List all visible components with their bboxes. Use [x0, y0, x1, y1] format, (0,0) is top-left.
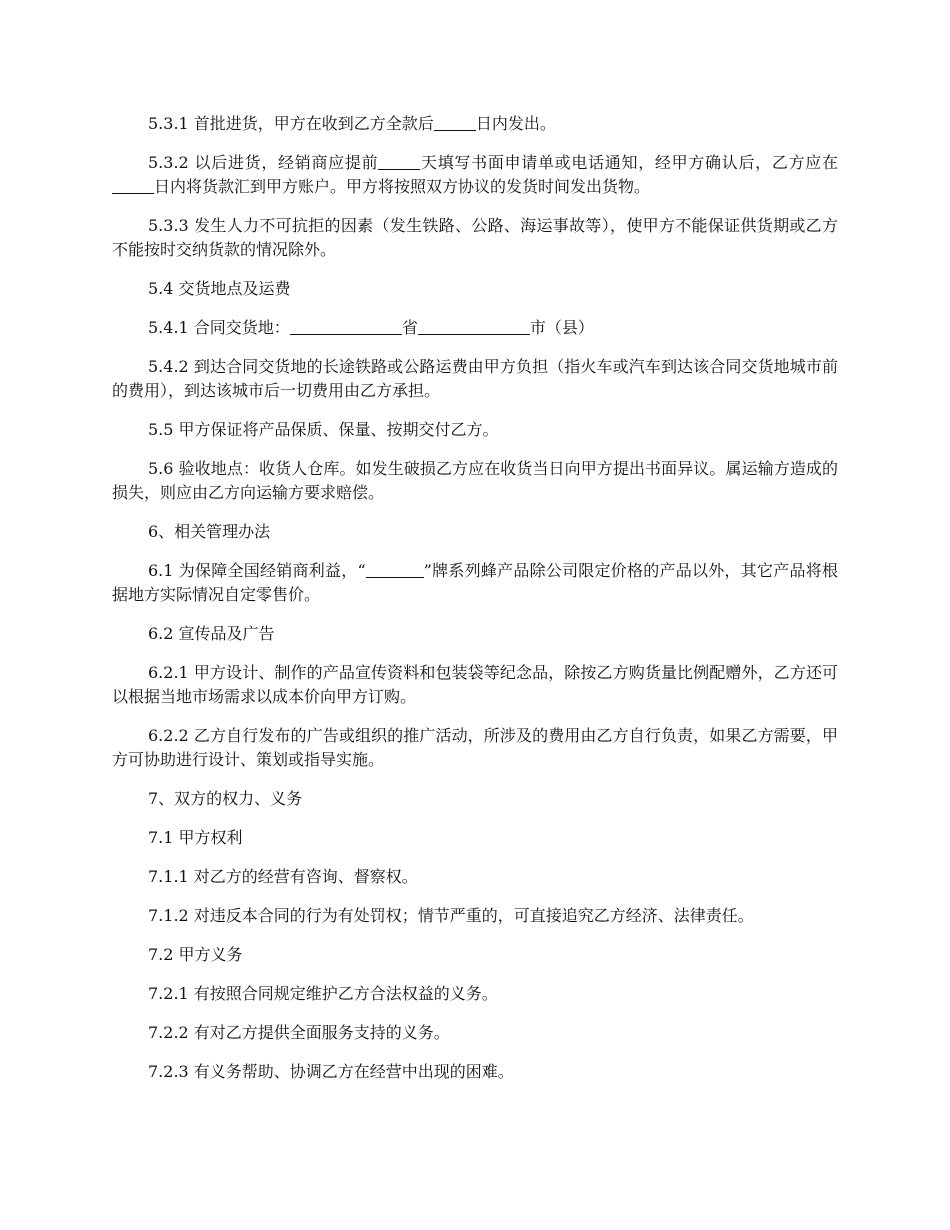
clause-5-4-2: 5.4.2 到达合同交货地的长途铁路或公路运费由甲方负担（指火车或汽车到达该合同交货地城市前的费用），到达该城市后一切费用由乙方承担。	[112, 357, 838, 400]
clause-7-2-3: 7.2.3 有义务帮助、协调乙方在经营中出现的困难。	[148, 1062, 514, 1081]
blank-line	[366, 561, 424, 578]
blank-line	[378, 153, 420, 170]
section-7-heading: 7、双方的权力、义务	[148, 789, 303, 808]
document-page	[112, 112, 838, 1099]
clause-5-4-1: 5.4.1 合同交货地： 省 市（县）	[148, 318, 594, 337]
clause-5-3-1: 5.3.1 首批进货，甲方在收到乙方全款后 日内发出。	[148, 114, 556, 133]
clause-7-1-1: 7.1.1 对乙方的经营有咨询、督察权。	[148, 867, 418, 886]
clause-6-2-2: 6.2.2 乙方自行发布的广告或组织的推广活动，所涉及的费用由乙方自行负责，如果乙方需要，甲方可协助进行设计、策划或指导实施。	[112, 726, 838, 769]
section-5-4-heading: 5.4 交货地点及运费	[148, 279, 291, 298]
clause-7-2-2: 7.2.2 有对乙方提供全面服务支持的义务。	[148, 1023, 450, 1042]
clause-6-1: 6.1 为保障全国经销商利益，“ ”牌系列蜂产品除公司限定价格的产品以外，其它产品将根据地方实际情况自定零售价。	[112, 561, 838, 604]
clause-5-3-3: 5.3.3 发生人力不可抗拒的因素（发生铁路、公路、海运事故等），使甲方不能保证供货期或乙方不能按时交纳货款的情况除外。	[112, 216, 838, 259]
section-6-heading: 6、相关管理办法	[148, 522, 271, 541]
section-6-2-heading: 6.2 宣传品及广告	[148, 624, 275, 643]
blank-line	[112, 177, 154, 194]
section-7-1-heading: 7.1 甲方权利	[148, 828, 243, 847]
clause-5-5: 5.5 甲方保证将产品保质、保量、按期交付乙方。	[148, 420, 499, 439]
clause-6-2-1: 6.2.1 甲方设计、制作的产品宣传资料和包装袋等纪念品，除按乙方购货量比例配赠外，乙方还可以根据当地市场需求以成本价向甲方订购。	[112, 663, 838, 706]
clause-5-3-2: 5.3.2 以后进货，经销商应提前 天填写书面申请单或电话通知，经甲方确认后，乙方应在日内将货款汇到甲方账户。甲方将按照双方协议的发货时间发出货物。	[112, 151, 838, 199]
section-7-2-heading: 7.2 甲方义务	[148, 945, 243, 964]
clause-7-2-1: 7.2.1 有按照合同规定维护乙方合法权益的义务。	[148, 984, 498, 1003]
blank-line	[290, 318, 402, 335]
clause-5-6: 5.6 验收地点：收货人仓库。如发生破损乙方应在收货当日向甲方提出书面异议。属运输方造成的损失，则应由乙方向运输方要求赔偿。	[112, 459, 838, 502]
blank-line	[434, 114, 476, 131]
clause-7-1-2: 7.1.2 对违反本合同的行为有处罚权；情节严重的，可直接追究乙方经济、法律责任。	[148, 906, 754, 925]
blank-line	[418, 318, 530, 335]
